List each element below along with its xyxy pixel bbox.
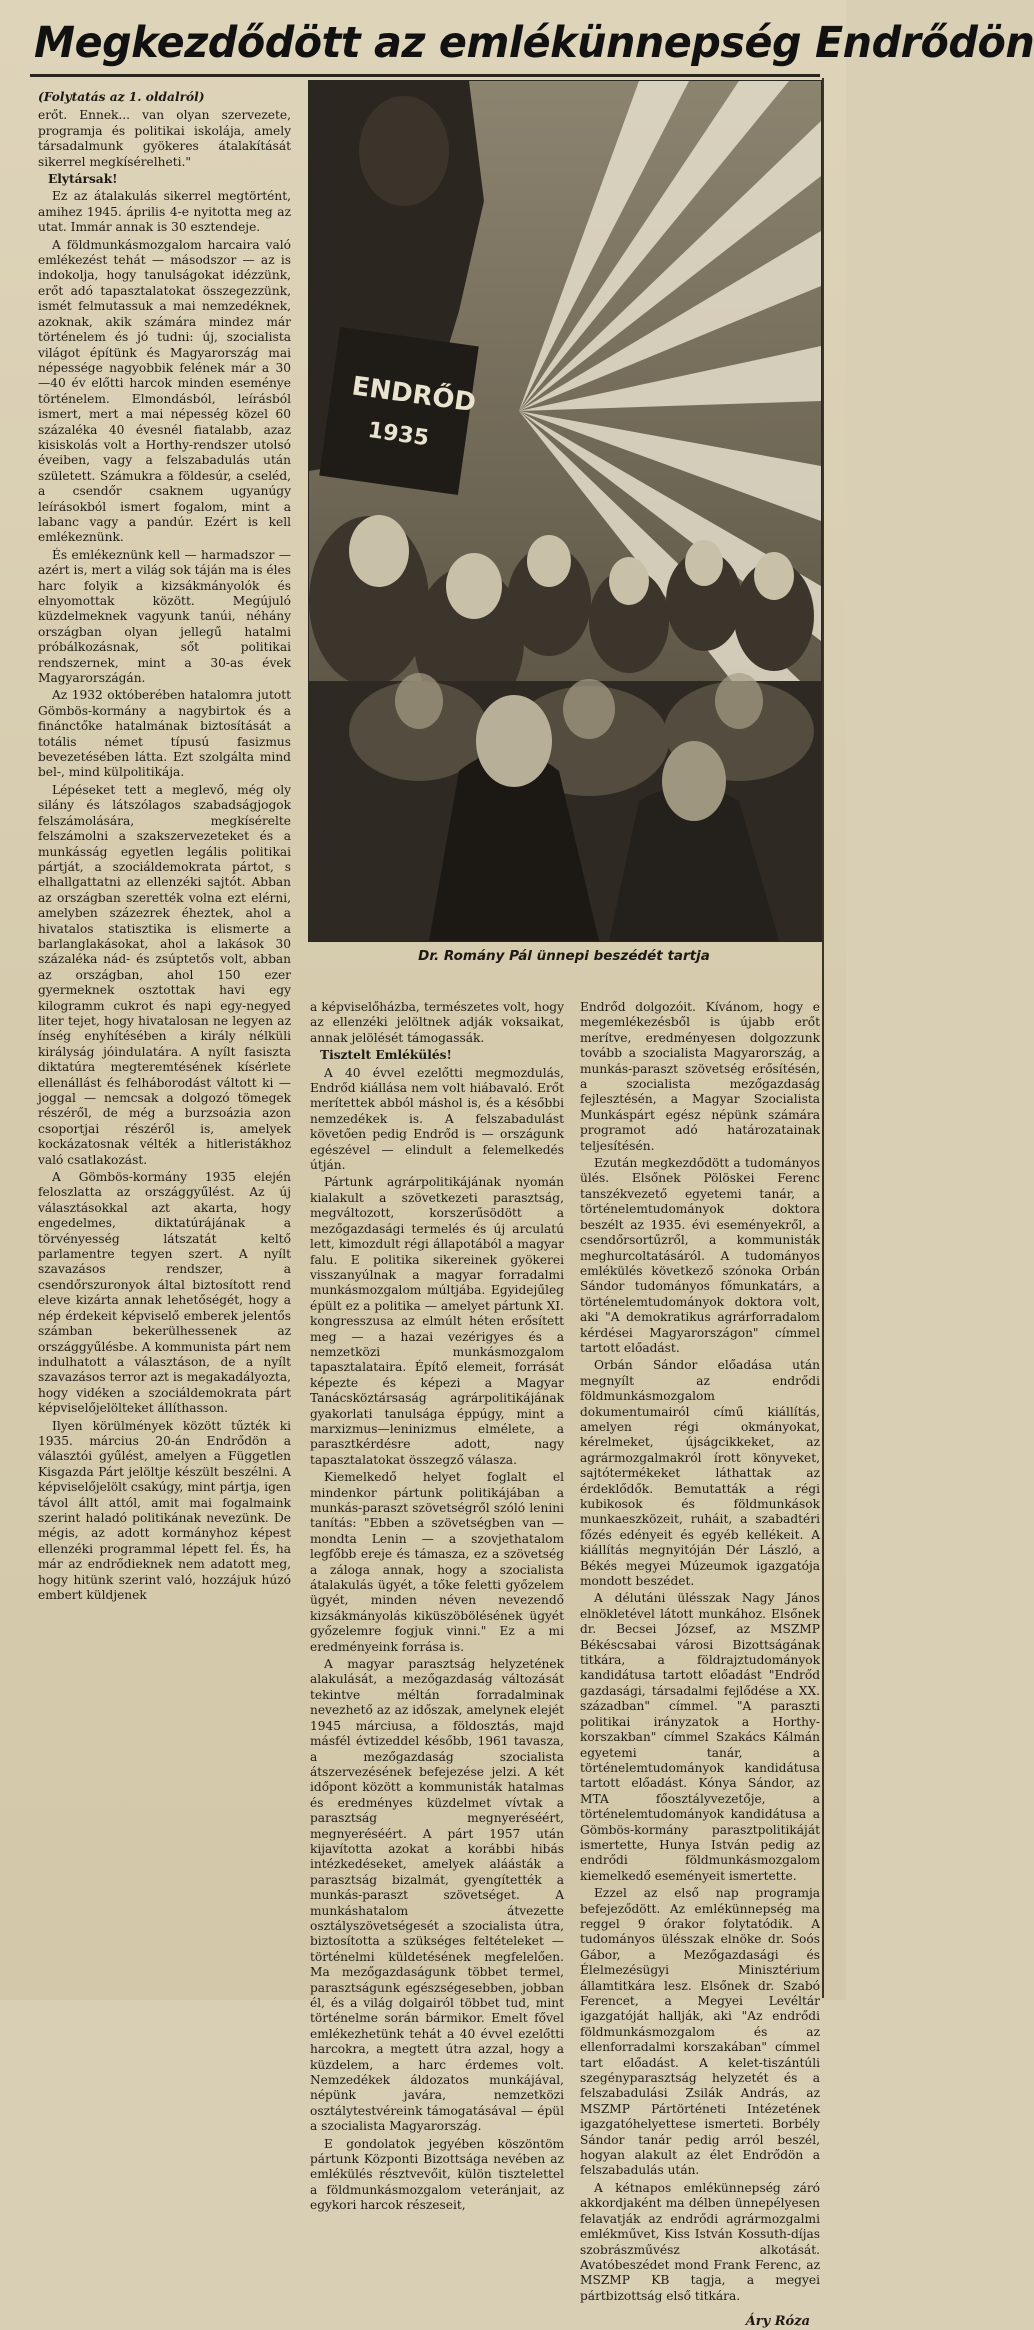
paragraph: Ezután megkezdődött a tudományos ülés. Elsőnek Pölöskei Ferenc tanszékvezető egyetemi tanár, a történelemtudományok doktora beszélt az 1935. évi eseményekről, a csendőrsortűzről, a kommunisták meghurcoltatásáról. A tudományos emlékülés következő szónoka Orbán Sándor tudományos főmunkatárs, a történelemtudományok doktora volt, aki "A demokratikus agrárforradalom kérdései Magyarországon" címmel tartott előadást. (580, 1156, 820, 1355)
paragraph: A földmunkásmozgalom harcaira való emlékezést tehát — másodszor — az is indokolja, hogy tanulságokat idézzünk, erőt adó tapasztalatokat összegezzünk, ismét felmutassuk a mai nemzedéknek, azoknak, akik számára mindez már történelem és jó tudni: új, szocialista világot építünk és Magyarország mai népessége nagyobbik felének már a 30—40 év előtti harcok minden eseménye történelem. Elmondásból, leírásból ismert, mert a mai népesség közel 60 százaléka 40 évesnél fiatalabb, azaz kisiskolás volt a Horthy-rendszer utolsó éveiben, vagy a felszabadulás után született. Számukra a földesúr, a cseléd, a csendőr csaknem ugyanúgy leírásokból ismert fogalom, mint a labanc vagy a pandúr. Ezért is kell emlékeznünk. (38, 237, 291, 545)
paragraph: Kiemelkedő helyet foglalt el mindenkor pártunk politikájában a munkás-paraszt szövetségről szóló lenini tanítás: "Ebben a szövetségben van — mondta Lenin — a szovjethatalom legfőbb ereje és támasza, ez a szövetség a záloga annak, hogy a szocialista átalakulás ügyét, a tőke feletti győzelem ügyét, minden néven nevezendő kizsákmányolás kiküszöbölésének ügyét győzelemre fogjuk vinni." Ez a mi eredményeink forrása is. (310, 1470, 564, 1654)
paragraph: Ilyen körülmények között tűzték ki 1935. március 20-án Endrődön a választói gyűlést, amelyen a Független Kisgazda Párt jelöltje készült beszélni. A képviselőjelölt csakúgy, mint pártja, igen távol állt attól, amit mai fogalmaink szerint haladó politikának nevezünk. De mégis, az adott kormányhoz képest ellenzéki programmal lépett fel. És, ha már az endrődieknek nem adatott meg, hogy hitünk szerint való, hozzájuk húzó embert küldjenek (38, 1418, 291, 1602)
banner-year: 1935 (366, 417, 431, 452)
column-border-rule (822, 78, 824, 1998)
paragraph: A 40 évvel ezelőtti megmozdulás, Endrőd kiállása nem volt hiábavaló. Erőt merítettek abból máshol is, és a későbbi nemzedékek is. A felszabadulást követően pedig Endrőd is — országunk egészével — elindult a felemelkedés útján. (310, 1065, 564, 1173)
banner-text: ENDRŐD (349, 371, 478, 419)
paragraph: Pártunk agrárpolitikájának nyomán kialakult a szövetkezeti parasztság, megváltozott, korszerűsödött a mezőgazdasági termelés és új arculatú lett, kimozdult régi állapotából a magyar falu. E politika sikereinek gyökerei visszanyúlnak a magyar forradalmi munkásmozgalom múltjába. Egyidejűleg épült ez a politika — amelyet pártunk XI. kongresszusa az elmúlt héten erősített meg — a hazai vezérigyes és a nemzetközi munkásmozgalom tapasztalataira. Építő elemeit, forrását képezte és képezi a Magyar Tanácsköztársaság agrárpolitikájának gyakorlati tanulsága éppúgy, mint a marxizmus—leninizmus elmélete, a parasztkérdésre adott, nagy tapasztalatokat összegző válasza. (310, 1175, 564, 1467)
paragraph: A magyar parasztság helyzetének alakulását, a mezőgazdaság változását tekintve méltán forradalminak nevezhető az az időszak, amelynek elejét 1945 márciusa, a földosztás, majd másfél évtizeddel később, 1961 tavasza, a mezőgazdaság szocialista átszervezésének befejezése jelzi. A két időpont között a kommunisták hatalmas és eredményes küzdelmet vívtak a parasztság megnyeréséért, megnyeréséért. A párt 1957 után kijavította azokat a korábbi hibás intézkedéseket, amelyek aláásták a parasztság bizalmát, gyengítették a munkás-paraszt szövetséget. A munkáshatalom átvezette osztályszövetségesét a szocialista útra, biztosította a szükséges feltételeket — történelmi küldetésének megfelelően. Ma mezőgazdaságunk többet termel, parasztságunk egészségesebben, jobban él, és a világ dolgairól többet tud, mint történelme során bármikor. Emelt fővel emlékezhetünk tehát a 40 évvel ezelőtti harcokra, a megtett útra azzal, hogy a küzdelem, a harc érdemes volt. Nemzedékek áldozatos munkájával, népünk javára, nemzetközi osztálytestvéreink támogatásával — épül a szocialista Magyarország. (310, 1657, 564, 2134)
paragraph: Lépéseket tett a meglevő, még oly silány és látszólagos szabadságjogok felszámolására, megkísérelte felszámolni a szakszervezeteket és a munkásság egyetlen legális politikai pártját, a szociáldemokrata pártot, s elhallgattatni az ellenzéki sajtót. Abban az országban szerették volna ezt elérni, amelyben százezrek éheztek, ahol a hivatalos statisztika is elismerte a barlanglakásokat, ahol a lakások 30 százaléka nád- és zsúptetős volt, abban az országban, ahol 150 ezer gyermeknek osztottak havi egy kilogramm cukrot és napi egy-negyed liter tejet, hogy hivatalosan ne legyen az ínség enyhítésében a király nélküli királyság jóindulatára. A nyílt fasiszta diktatúra megteremtésének kísérlete ellenállást és felháborodást váltott ki — joggal — nemcsak a dolgozó tömegek részéről, de még a burzsoázia azon csoportjai részéről is, amelyek kockázatosnak vélték a hitleristákhoz való csatlakozást. (38, 782, 291, 1167)
article-column-1 (38, 90, 291, 1970)
subheading: Tisztelt Emlékülés! (320, 1048, 452, 1063)
author-signature: Áry Róza (745, 2314, 810, 2330)
paragraph: Orbán Sándor előadása után megnyílt az endrődi földmunkásmozgalom dokumentumairól című kiállítás, amelyen régi okmányokat, kérelmeket, újságcikkeket, az agrármozgalmakról írott könyveket, sajtótermékeket láthattak az érdeklődők. Bemutatták a régi kubikosok és földmunkások munkaeszközeit, ruháit, a szabadtéri főzés edényeit és egyéb kellékeit. A kiállítás megnyitóján Dér László, a Békés megyei Múzeumok igazgatója mondott beszédet. (580, 1358, 820, 1589)
paragraph: A délutáni ülésszak Nagy János elnökletével látott munkához. Elsőnek dr. Becsei József, az MSZMP Békéscsabai városi Bizottságának titkára, a földrajztudományok kandidátusa tartott előadást "Endrőd gazdasági, társadalmi fejlődése a XX. században" címmel. "A paraszti politikai irányzatok a Horthy-korszakban" címmel Szakács Kálmán egyetemi tanár, a történelemtudományok kandidátusa tartott előadást. Kónya Sándor, az MTA főosztályvezetője, a történelemtudományok kandidátusa a Gömbös-kormány parasztpolitikáját ismertette, Hunya István pedig az endrődi földmunkásmozgalom kiemelkedő eseményeit ismertette. (580, 1591, 820, 1883)
headline-rule (30, 74, 820, 77)
paragraph: a képviselőházba, természetes volt, hogy az ellenzéki jelöltnek adják voksaikat, annak jelölését támogassák. (310, 1000, 564, 1045)
article-column-2 (310, 1000, 564, 2213)
paragraph: Ez az átalakulás sikerrel megtörtént, amihez 1945. április 4-e nyitotta meg az utat. Immár annak is 30 esztendeje. (38, 189, 291, 235)
article-photo (308, 80, 822, 942)
article-column-3 (580, 1000, 820, 2330)
paragraph: Endrőd dolgozóit. Kívánom, hogy e megemlékezésből is újabb erőt merítve, eredményesen dolgozzunk tovább a szocialista Magyarország, a munkás-paraszt szövetség erősítésén, a szocialista mezőgazdaság fejlesztésén, a Magyar Szocialista Munkáspárt egész népünk számára programot adó határozatainak teljesítésén. (580, 1000, 820, 1153)
article-headline: Megkezdődött az emlékünnepség Endrődön (34, 18, 1034, 68)
paragraph: Az 1932 októberében hatalomra jutott Gömbös-kormány a nagybirtok és a finánctőke hatalmának biztosítását a totális német típusú fasizmus bevezetésében látta. Ezt szolgálta mind bel-, mind külpolitikája. (38, 688, 291, 780)
paragraph: erőt. Ennek... van olyan szervezete, programja és politikai iskolája, amely társadalmunk gyökeres átalakítását sikerrel megkísérelheti." (38, 108, 291, 169)
paragraph: És emlékeznünk kell — harmadszor — azért is, mert a világ sok táján ma is éles harc folyik a kizsákmányolók és elnyomottak között. Megújuló küzdelmeknek vagyunk tanúi, néhány országban olyan jellegű hatalmi próbálkozásnak, sőt politikai rendszernek, mint a 30-as évek Magyarországán. (38, 547, 291, 686)
photo-caption: Dr. Romány Pál ünnepi beszédét tartja (418, 948, 710, 964)
continuation-note: (Folytatás az 1. oldalról) (38, 90, 205, 104)
paragraph: A Gömbös-kormány 1935 elején feloszlatta az országgyűlést. Az új választásokkal azt akarta, hogy engedelmes, diktatúrájának a törvényesség látszatát keltő parlamentre tegyen szert. A nyílt szavazásos rendszer, a csendőrszuronyok által biztosított rend eleve kizárta annak lehetőségét, hogy a nép érdekeit képviselő emberek jelentős számban bekerülhessenek az országgyűlésbe. A kommunista párt nem indulhatott a választáson, de a nyílt szavazásos terror azt is megakadályozta, hogy vidéken a szociáldemokrata párt képviselőjelölteket állíthasson. (38, 1170, 291, 1416)
paragraph: E gondolatok jegyében köszöntöm pártunk Központi Bizottsága nevében az emlékülés résztvevőit, külön tisztelettel a földmunkásmozgalom veteránjait, az egykori harcok részeseit, (310, 2136, 564, 2213)
paragraph: Ezzel az első nap programja befejeződött. Az emlékünnepség ma reggel 9 órakor folytatódik. A tudományos ülésszak elnöke dr. Soós Gábor, a Mezőgazdasági és Élelmezésügyi Minisztérium államtitkára lesz. Elsőnek dr. Szabó Ferencet, a Megyei Levéltár igazgatóját hallják, aki "Az endrődi földmunkásmozgalom és az ellenforradalmi korszakában" címmel tart előadást. A kelet-tiszántúli szegényparasztság helyzetét és a felszabadulási Zsilák András, az MSZMP Pártörténeti Intézetének igazgatóhelyettese ismerteti. Borbély Sándor tanár pedig arról beszél, hogyan alakult az élet Endrődön a felszabadulás után. (580, 1886, 820, 2178)
paragraph: A kétnapos emlékünnepség záró akkordjaként ma délben ünnepélyesen felavatják az endrődi agrármozgalmi emlékművet, Kiss István Kossuth-díjas szobrászművész alkotását. Avatóbeszédet mond Frank Ferenc, az MSZMP KB tagja, a megyei pártbizottság első titkára. (580, 2180, 820, 2303)
subheading: Elytársak! (48, 172, 118, 187)
